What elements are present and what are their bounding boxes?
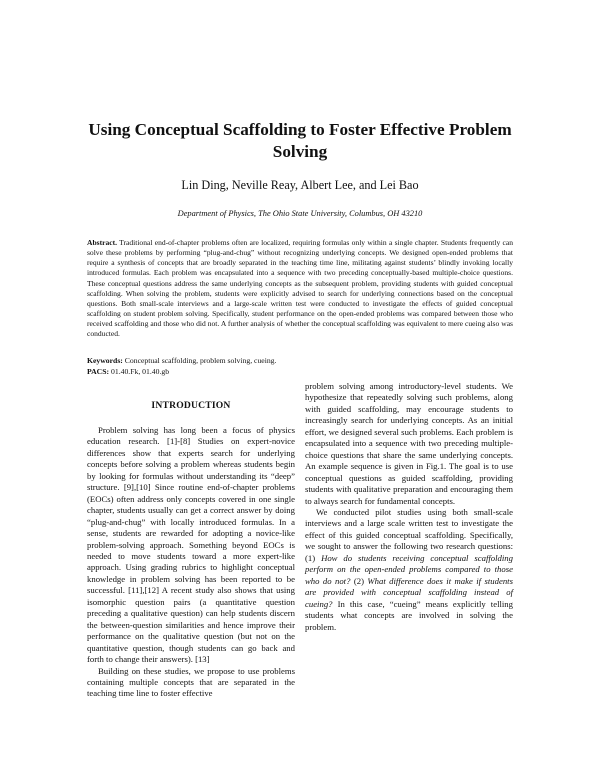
section-heading-introduction: INTRODUCTION bbox=[151, 400, 231, 411]
abstract bbox=[87, 238, 513, 340]
research-question-1: How do students receiving conceptual scaffolding perform on the open-ended problems compared to those who do not? bbox=[305, 552, 513, 586]
keywords-block bbox=[87, 356, 513, 377]
keywords-line bbox=[87, 356, 513, 367]
pacs-label: PACS: bbox=[87, 366, 110, 376]
abstract-text: Traditional end-of-chapter problems often are localized, requiring formulas only within a single chapter. Students frequently can solve these problems by performing “plug-and-chug” without recognizing underlying concepts. We designed open-ended problems that require a synthesis of concepts that are broadly separated in the teaching time line, militating against students’ blindly invoking locally introduced formulas. Each problem was encapsulated into a sequence with two preceding conceptually-based multiple-choice questions. These conceptual questions address the same underlying concepts as the subsequent problem, providing students with guided conceptual scaffolding. When solving the problem, students were explicitly advised to search for underlying connections based on the conceptual questions. Both small-scale interviews and a large-scale written test were conducted to investigate the effects of guided conceptual scaffolding on student problem solving. Specifically, student performance on the open-ended problems was compared between those who received scaffolding and those who did not. A further analysis of whether the conceptual scaffolding was equivalent to mere cueing also was conducted. bbox=[87, 238, 513, 339]
p3-end: In this case, “cueing” means explicitly telling students what concepts are involved in solving the problem. bbox=[305, 598, 513, 632]
left-column bbox=[87, 400, 295, 700]
keywords-label: Keywords: bbox=[87, 356, 123, 365]
intro-paragraph-1: Problem solving has long been a focus of physics education research. [1]-[8] Studies on expert-novice differences show that experts search for underlying concepts before solving a problem whereas students begin by looking for formulas without understanding its “deep” structure. [9],[10] Since routine end-of-chapter problems (EOCs) often address only concepts covered in one single chapter, students usually can get a correct answer by doing “plug-and-chug” with locally introduced formulas. In a sense, students are rewarded for adopting a novice-like problem-solving approach. Something beyond EOCs is needed to move students toward a more expert-like approach. Using grading rubrics to highlight conceptual knowledge in problem solving has been reported to be successful. [11],[12] A recent study also shows that using isomorphic question pairs (a quantitative question preceding a qualitative question) can help students discern the between-question similarities and hence improve their performance on the qualitative question (but not on the quantitative question, though students can go back and forth to change their answers). [13] bbox=[87, 425, 295, 665]
paper-title: Using Conceptual Scaffolding to Foster Effective Problem Solving bbox=[88, 120, 512, 161]
pacs-text: 01.40.Fk, 01.40.gb bbox=[111, 366, 170, 376]
research-question-2: What difference does it make if students are provided with conceptual scaffolding instead of cueing? bbox=[305, 575, 513, 609]
p3-mid: (2) bbox=[350, 575, 368, 586]
intro-paragraph-2-continued: problem solving among introductory-level students. We hypothesize that repeatedly solving such problems, along with guided scaffolding, may encourage students to increasingly search for underlying concepts. As an initial effort, we designed several such problems. Each problem is encapsulated into a sequence with two preceding multiple-choice questions that share the same underlying concepts. An example sequence is given in Fig.1. The goal is to use conceptual questions as guided scaffolding, providing students with qualitative preparation and encouraging them to always search for fundamental concepts. bbox=[305, 381, 513, 506]
intro-paragraph-2: Building on these studies, we propose to use problems containing multiple concepts that are separated in the teaching time line to foster effective bbox=[87, 665, 295, 699]
keywords-text: Conceptual scaffolding, problem solving, cueing. bbox=[124, 356, 277, 365]
pacs-line bbox=[87, 367, 513, 378]
right-column bbox=[305, 381, 513, 633]
affiliation: Department of Physics, The Ohio State University, Columbus, OH 43210 bbox=[177, 209, 423, 218]
author-list: Lin Ding, Neville Reay, Albert Lee, and Lei Bao bbox=[181, 178, 419, 192]
abstract-label: Abstract. bbox=[87, 238, 117, 247]
intro-paragraph-3 bbox=[305, 507, 513, 633]
p3-start: We conducted pilot studies using both small-scale interviews and a large scale written test to investigate the effect of this guided conceptual scaffolding. Specifically, we sought to answer the following two research questions: (1) bbox=[305, 506, 513, 563]
